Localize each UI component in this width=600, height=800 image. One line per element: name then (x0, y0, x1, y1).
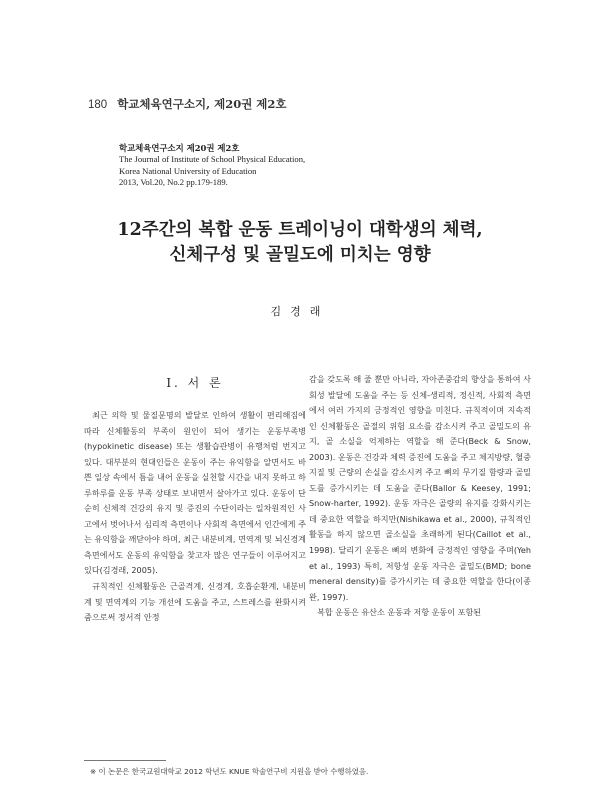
section-heading: Ⅰ. 서 론 (166, 376, 224, 390)
body-paragraph: 규칙적인 신체활동은 근골격계, 신경계, 호흡순환계, 내분비계 및 면역계의 기능 개선에 도움을 주고, 스트레스를 완화시켜 줌으로써 정서적 안정 (84, 581, 306, 623)
article-title (70, 218, 530, 268)
left-column (84, 408, 306, 626)
journal-info (119, 143, 305, 189)
running-title: 학교체육연구소지, 제20권 제2호 (117, 97, 287, 111)
footnote: ※ 이 논문은 한국교원대학교 2012 학년도 KNUE 학술연구비 지원을 받아 수행하였음. (90, 767, 369, 776)
running-header (88, 96, 287, 112)
journal-english-name: The Journal of Institute of School Physical Education, (119, 154, 306, 165)
journal-institution: Korea National University of Education (119, 165, 257, 176)
right-column (309, 372, 531, 621)
article-title-line-1: 12주간의 복합 운동 트레이닝이 대학생의 체력, (117, 220, 483, 240)
footnote-divider (84, 760, 166, 761)
body-paragraph: 최근 의학 및 물질문명의 발달로 인하여 생활이 편리해짐에 따라 신체활동의 부족이 원인이 되어 생기는 운동부족병(hypokinetic disease) 또는 생활습관병이 유행처럼 번지고 있다. 대부분의 현대인들은 운동이 주는 유익함을 알면서도 바쁜 일상 속에서 틈을 내어 운동을 실천할 시간을 내지 못하고 하루하루를 운동 부족 상태로 보내면서 살아가고 있다. 운동이 단순히 신체적 건강의 유지 및 증진의 수단이라는 일차원적인 사고에서 벗어나서 심리적 측면이나 사회적 측면에서 인간에게 주는 유익함을 깨닫아야 하며, 최근 내분비계, 면역계 및 뇌신경계 측면에서도 운동의 유익함을 찾고자 많은 연구들이 이루어지고 있다(김경래, 2005). (84, 410, 306, 576)
journal-volume: 2013, Vol.20, No.2 pp.179-189. (119, 177, 228, 188)
body-paragraph: 복합 운동은 유산소 운동과 저항 운동이 포함된 (317, 607, 482, 618)
body-paragraph: 감을 갖도록 해 줄 뿐만 아니라, 자아존중감의 향상을 통하여 사회성 발달에 도움을 주는 등 신체-생리적, 정신적, 사회적 측면에서 여러 가지의 긍정적인 영향을 미친다. 규칙적이며 지속적인 신체활동은 골절의 위험 요소를 감소시켜 주고 골밀도의 유지, 골 소실을 억제하는 역할을 해 준다(Beck & Snow, 2003). 운동은 건강과 체력 증진에 도움을 주고 체지방량, 혈중 지질 및 근량의 손실을 감소시켜 주고 뼈의 무기질 함량과 골밀도를 증가시키는 데 도움을 준다(Ballor & Keesey, 1991; Snow-harter, 1992). 운동 자극은 골량의 유지를 강화시키는 데 중요한 역할을 하지만(Nishikawa et al., 2000), 규칙적인 활동을 하지 않으면 골소실을 초래하게 된다(Caillot et al., 1998). 달리기 운동은 뼈의 변화에 긍정적인 영향을 주며(Yeh et al., 1993) 특히, 저항성 운동 자극은 골밀도(BMD; bone meneral density)를 증가시키는 데 중요한 역할을 한다(이종완, 1997). (309, 374, 531, 602)
journal-korean-name: 학교체육연구소지 제20권 제2호 (119, 143, 240, 153)
author-name: 김경래 (270, 305, 330, 318)
page-number: 180 (88, 99, 108, 111)
article-title-line-2: 신체구성 및 골밀도에 미치는 영향 (169, 245, 431, 265)
